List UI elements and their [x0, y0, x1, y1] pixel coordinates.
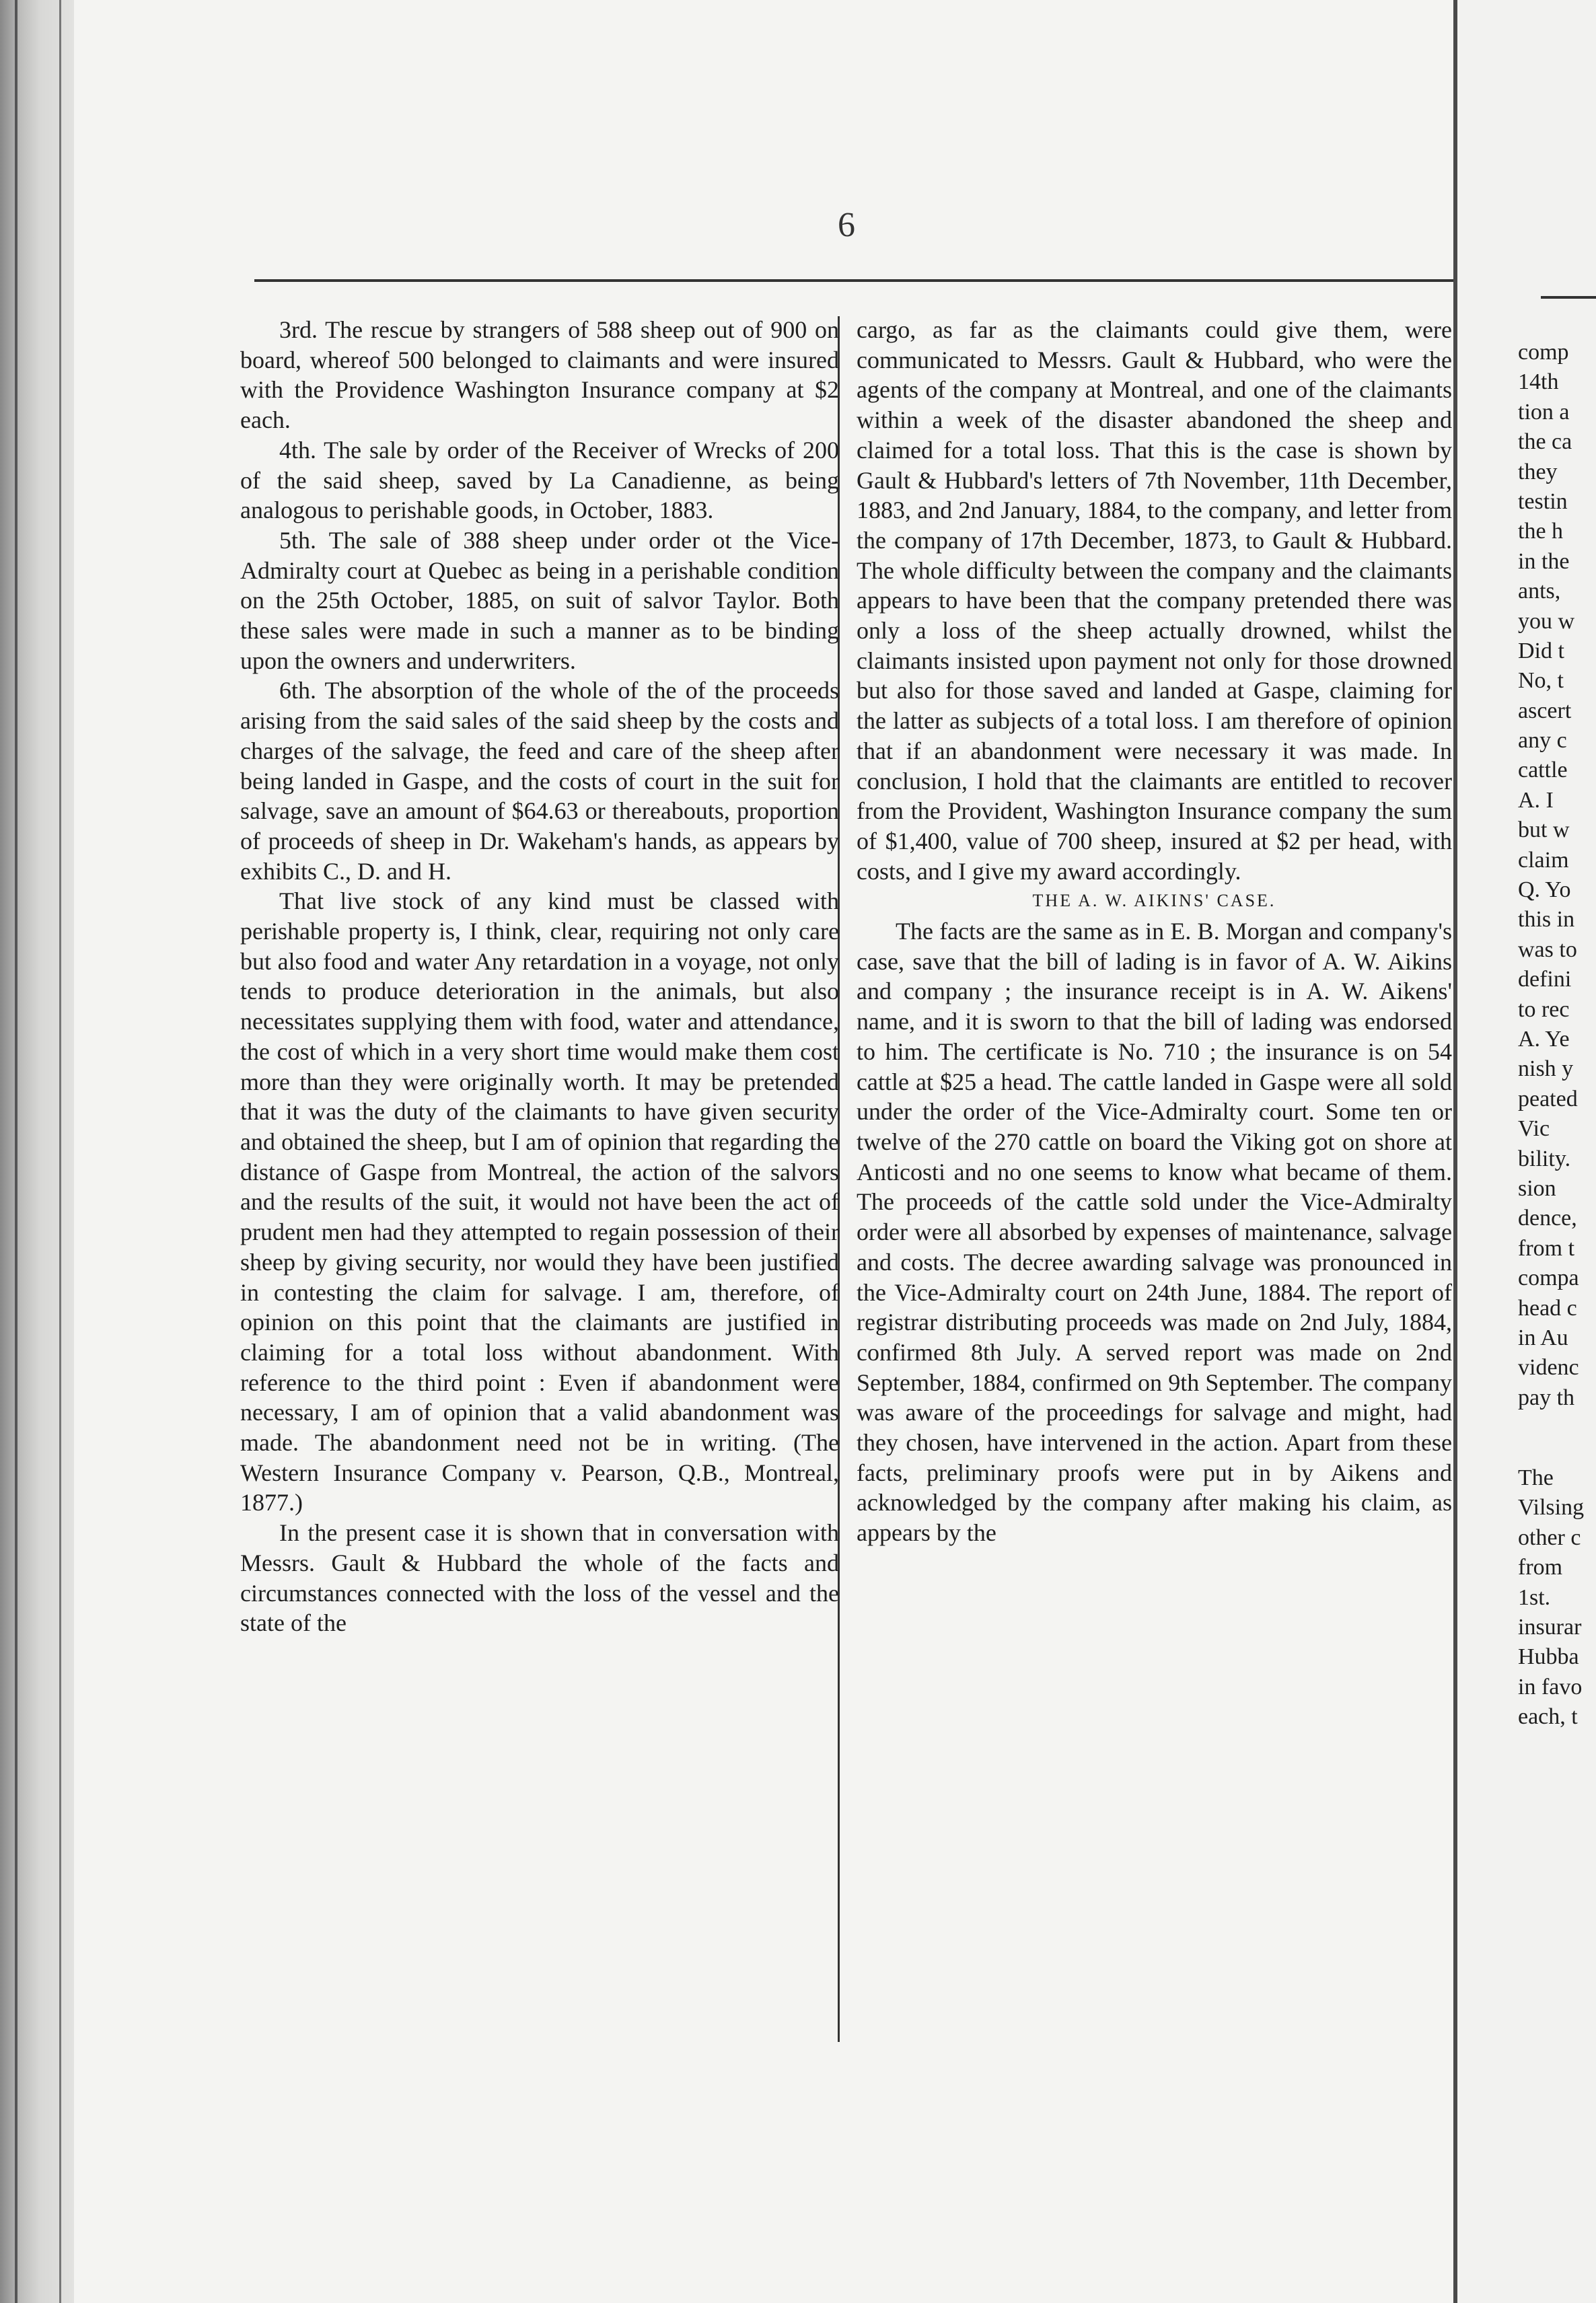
page-number: 6 [838, 206, 855, 244]
text-fragment: the ca [1518, 429, 1572, 455]
fragment-block-2 [1518, 1463, 1596, 1732]
text-fragment: insurar [1518, 1615, 1582, 1640]
text-fragment: bility. [1518, 1146, 1571, 1171]
text-fragment: comp [1518, 340, 1569, 365]
text-fragment: in favo [1518, 1674, 1583, 1699]
text-fragment: each, t [1518, 1704, 1578, 1730]
text-fragment: ascert [1518, 698, 1572, 723]
fragment-block-1 [1518, 338, 1596, 1413]
text-fragment: Q. Yo [1518, 877, 1571, 903]
paragraph: 6th. The absorption of the whole of the of the proceeds arising from the said sales of the said sheep by the costs and charges of the salvage, the feed and care of the sheep after being landed in Gaspe, and the costs of court in the suit for salvage, save an amount of $64.63 or thereabouts, proportion of proceeds of sheep in Dr. Wakeham's hands, as appears by exhibits C., D. and H. [240, 677, 839, 885]
paragraph: 4th. The sale by order of the Receiver of Wrecks of 200 of the said sheep, saved by La Canadienne, as being analogous to perishable goods, in October, 1883. [240, 436, 839, 524]
paragraph: cargo, as far as the claimants could give them, were communicated to Messrs. Gault & Hubbard, who were the agents of the company at Montreal, and one of the claimants within a week of the disaster abandoned the sheep and claimed for a total loss. That this is the case is shown by Gault & Hubbard's letters of 7th November, 11th December, 1883, and 2nd January, 1884, to the company, and letter from the company of 17th December, 1873, to Gault & Hubbard. The whole difficulty between the company and the claimants appears to have been that the company pretended there was only a loss of the sheep actually drowned, whilst the claimants insisted upon payment not only for those drowned but also for those saved and landed at Gaspe, claiming for the latter as subjects of a total loss. I am therefore of opinion that if an abandonment were necessary it was made. In conclusion, I hold that the claimants are entitled to recover from the Provident, Washington Insurance company the sum of $1,400, value of 700 sheep, insured at $2 per head, with costs, and I give my award accordingly. [857, 316, 1452, 885]
text-fragment: Vilsing [1518, 1495, 1585, 1521]
text-fragment: A. I [1518, 787, 1554, 813]
text-fragment: dence, [1518, 1206, 1577, 1231]
text-fragment: cattle [1518, 758, 1568, 783]
text-fragment: ants, [1518, 579, 1561, 604]
left-page-edge [0, 0, 81, 2303]
paragraph: In the present case it is shown that in conversation with Messrs. Gault & Hubbard the whole of the facts and circumstances connected with the loss of the vessel and the state of the [240, 1519, 839, 1637]
text-fragment: A. Ye [1518, 1026, 1570, 1052]
text-fragment: The [1518, 1465, 1554, 1491]
paragraph: That live stock of any kind must be classed with perishable property is, I think, clear, requiring not only care but also food and water Any retardation in a voyage, not only tends to produce deterioration in the animals, but also necessitates supplying them with food, water and attendance, the cost of which in a very short time would make them cost more than they were originally worth. It may be pretended that it was the duty of the claimants to have given security and obtained the sheep, but I am of opinion that regarding the distance of Gaspe from Montreal, the action of the salvors and the results of the suit, it would not have been the act of prudent men had they attempted to regain possession of their sheep by giving security, nor would they have been justified in contesting the claim for salvage. I am, therefore, of opinion on this point that the claimants are justified in claiming for a total loss without abandonment. With reference to the third point : Even if abandonment were necessary, I am of opinion that a valid abandonment was made. The abandonment need not be in writing. (The Western Insurance Company v. Pearson, Q.B., Montreal, 1877.) [240, 887, 839, 1516]
text-fragment: from [1518, 1555, 1563, 1580]
binding-line [59, 0, 61, 2303]
binding-line [15, 0, 17, 2303]
text-fragment: nish y [1518, 1056, 1574, 1082]
text-fragment: Hubba [1518, 1644, 1579, 1670]
text-fragment: sion [1518, 1175, 1556, 1201]
text-fragment: 14th [1518, 369, 1559, 395]
text-fragment: claim [1518, 847, 1569, 873]
paragraph: 5th. The sale of 388 sheep under order ot the Vice-Admiralty court at Quebec as being in a perishable condition on the 25th October, 1885, on suit of salvor Taylor. Both these sales were made in such a manner as to be binding upon the owners and underwriters. [240, 526, 839, 674]
text-fragment: pay th [1518, 1385, 1575, 1410]
text-fragment: Vic [1518, 1116, 1550, 1142]
text-fragment: other c [1518, 1525, 1581, 1550]
text-fragment: was to [1518, 937, 1577, 962]
text-fragment: defini [1518, 967, 1572, 992]
header-rule [254, 279, 1459, 282]
text-fragment: you w [1518, 608, 1575, 634]
text-fragment: any c [1518, 728, 1567, 754]
text-fragment: 1st. [1518, 1584, 1551, 1610]
paragraph: The facts are the same as in E. B. Morgan and company's case, save that the bill of lading is in favor of A. W. Aikins and company ; the insurance receipt is in A. W. Aikens' name, and it is sworn to that the bill of lading was endorsed to him. The certificate is No. 710 ; the insurance is on 54 cattle at $25 a head. The cattle landed in Gaspe were all sold under the order of the Vice-Admiralty court. Some ten or twelve of the 270 cattle on board the Viking got on shore at Anticosti and no one seems to know what became of them. The proceeds of the cattle sold under the Vice-Admiralty order were all absorbed by expenses of maintenance, salvage and costs. The decree awarding salvage was pronounced in the Vice-Admiralty court on 24th June, 1884. The report of registrar distributing proceeds was made on 2nd July, 1884, confirmed 8th July. A served report was made on 2nd September, 1884, confirmed on 9th September. The company was aware of the proceedings for salvage and might, had they chosen, have intervened in the action. Apart from these facts, preliminary proofs were put in by Aikens and acknowledged by the company after making his claim, as appears by the [857, 918, 1452, 1547]
text-fragment: Did t [1518, 638, 1564, 663]
text-fragment: in Au [1518, 1325, 1568, 1350]
text-fragment: but w [1518, 817, 1570, 843]
section-heading: THE A. W. AIKINS' CASE. [1032, 891, 1276, 911]
text-fragment: in the [1518, 548, 1570, 574]
text-fragment: No, t [1518, 668, 1564, 694]
left-text-column [240, 315, 839, 1638]
text-fragment: they [1518, 459, 1558, 484]
text-fragment: the h [1518, 519, 1564, 544]
text-fragment: videnc [1518, 1355, 1579, 1381]
middle-text-column [857, 315, 1452, 1548]
text-fragment: compa [1518, 1266, 1579, 1291]
adjacent-page-text-fragments [1518, 338, 1596, 1732]
text-fragment: to rec [1518, 996, 1570, 1022]
text-fragment: from t [1518, 1235, 1575, 1261]
paragraph: 3rd. The rescue by strangers of 588 sheep out of 900 on board, whereof 500 belonged to claimants and were insured with the Providence Washington Insurance company at $2 each. [240, 316, 839, 434]
text-fragment: this in [1518, 907, 1575, 933]
text-fragment: peated [1518, 1086, 1578, 1111]
text-fragment: head c [1518, 1295, 1577, 1321]
text-fragment: tion a [1518, 399, 1570, 425]
text-fragment: testin [1518, 488, 1568, 514]
adjacent-page-rule [1541, 296, 1596, 299]
